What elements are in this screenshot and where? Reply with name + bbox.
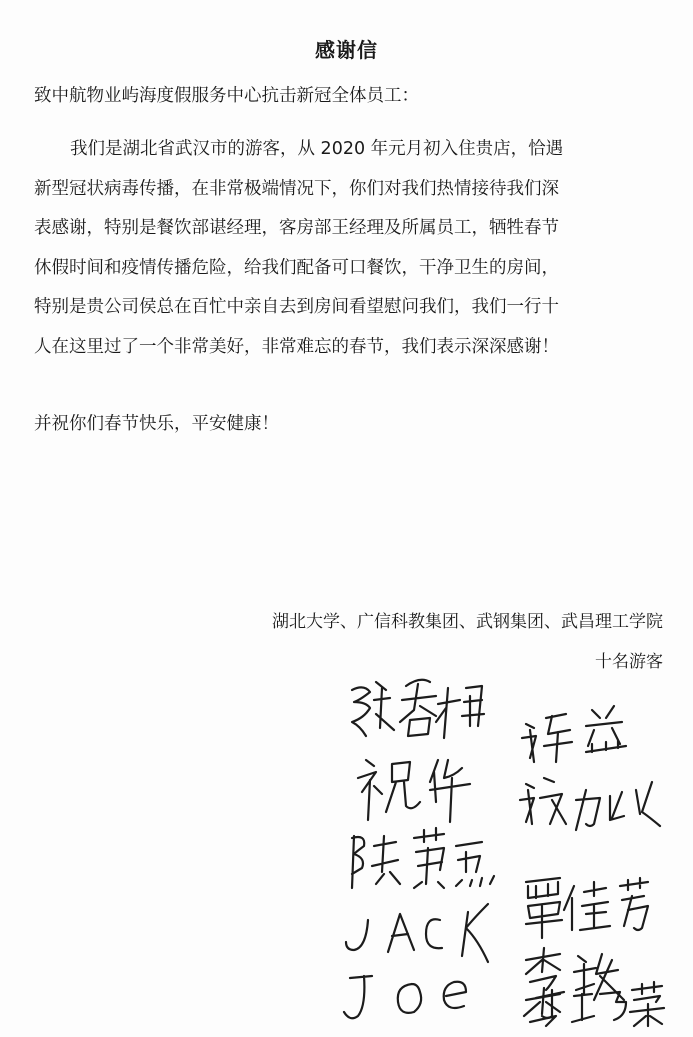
- body-line: 我们是湖北省武汉市的游客，从 2020 年元月初入住贵店，恰遇: [70, 139, 564, 159]
- letter-salutation: 致中航物业屿海度假服务中心抗击新冠全体员工：: [34, 86, 419, 106]
- sender-organizations: 湖北大学、广信科教集团、武钢集团、武昌理工学院: [272, 612, 663, 632]
- signature-jack: [346, 904, 488, 962]
- body-line: 新型冠状病毒传播，在非常极端情况下，你们对我们热情接待我们深: [34, 178, 559, 199]
- signature-li-qiaorong: [524, 982, 664, 1026]
- handwritten-signatures: [330, 660, 670, 1030]
- signature-tan-jiafang: [526, 878, 648, 938]
- letter-title: 感谢信: [315, 38, 378, 62]
- body-line: 人在这里过了一个非常美好，非常难忘的春节，我们表示深深感谢！: [34, 336, 559, 357]
- signature-zhu-hua: [358, 760, 470, 822]
- signature-joe: [344, 976, 466, 1018]
- sender-group: 十名游客: [595, 652, 663, 672]
- signature-zhang-xiangmei: [352, 680, 484, 738]
- letter-body: [34, 130, 659, 367]
- signature-chen-xiaoyan: [352, 828, 494, 888]
- letter-closing: 并祝你们春节快乐，平安健康！: [34, 414, 279, 434]
- signature-xu-jiayi: [520, 778, 660, 830]
- body-line: 特别是贵公司侯总在百忙中亲自去到房间看望慰问我们，我们一行十: [34, 297, 559, 317]
- body-line: 表感谢，特别是餐饮部谌经理，客房部王经理及所属员工，牺牲春节: [34, 218, 559, 238]
- signature-li-min: [526, 948, 624, 1018]
- signature-xu-yi: [522, 706, 626, 762]
- body-line: 休假时间和疫情传播危险，给我们配备可口餐饮，干净卫生的房间，: [34, 257, 559, 278]
